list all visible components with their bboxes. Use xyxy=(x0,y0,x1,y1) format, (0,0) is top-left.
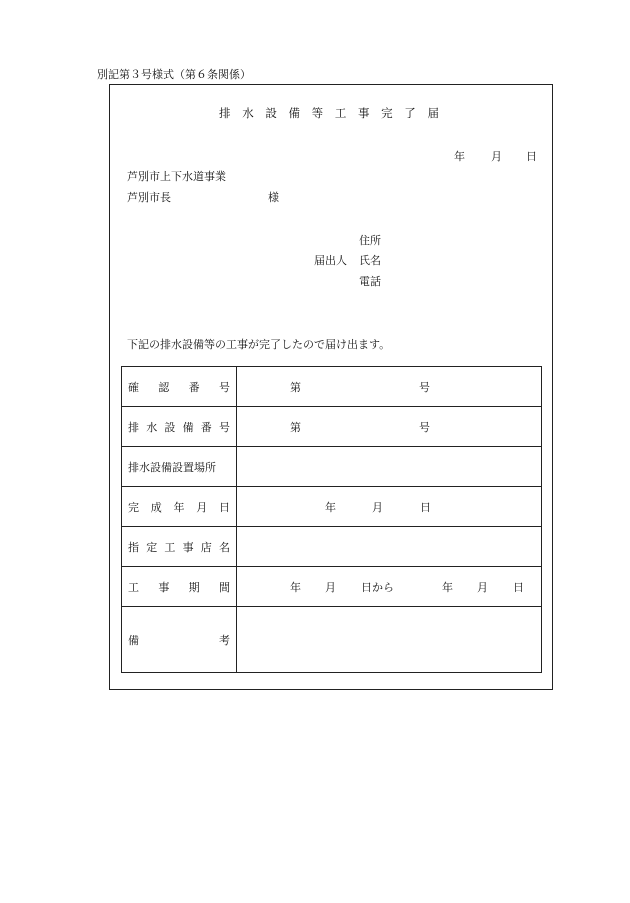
completion-month-label: 月 xyxy=(372,500,383,514)
table-row xyxy=(122,447,542,487)
period-from-day: 日から xyxy=(361,580,394,594)
applicant-name-label: 氏名 xyxy=(359,254,381,267)
table-row xyxy=(122,367,542,407)
table-row xyxy=(122,487,542,527)
period-from-year: 年 xyxy=(290,580,301,594)
location-value[interactable] xyxy=(237,447,542,487)
details-table xyxy=(121,366,542,673)
date-day-label: 日 xyxy=(526,150,537,163)
facility-no-label: 排 水 設 備 番 号 xyxy=(122,407,237,447)
applicant-label: 届出人 xyxy=(314,254,347,267)
contractor-label: 指 定 工 事 店 名 xyxy=(122,527,237,567)
period-to-day: 日 xyxy=(513,580,524,594)
facility-no-prefix: 第 xyxy=(290,420,301,434)
form-frame xyxy=(109,84,553,690)
completion-day-label: 日 xyxy=(420,500,431,514)
recipient-honorific: 様 xyxy=(268,191,279,204)
facility-no-value[interactable] xyxy=(237,407,542,447)
recipient-org: 芦別市上下水道事業 xyxy=(127,170,226,183)
table-row xyxy=(122,527,542,567)
confirmation-no-suffix: 号 xyxy=(419,380,430,394)
form-number: 別記第３号様式（第６条関係） xyxy=(97,68,251,81)
period-from-month: 月 xyxy=(325,580,336,594)
period-label: 工 事 期 間 xyxy=(122,567,237,607)
applicant-address-label: 住所 xyxy=(359,234,381,247)
contractor-value[interactable] xyxy=(237,527,542,567)
date-month-label: 月 xyxy=(491,150,502,163)
completion-date-label: 完 成 年 月 日 xyxy=(122,487,237,527)
table-row xyxy=(122,567,542,607)
period-to-month: 月 xyxy=(477,580,488,594)
form-title: 排 水 設 備 等 工 事 完 了 届 xyxy=(219,106,443,120)
confirmation-no-label: 確 認 番 号 xyxy=(122,367,237,407)
table-row xyxy=(122,407,542,447)
notice-text: 下記の排水設備等の工事が完了したので届け出ます。 xyxy=(127,338,391,351)
completion-date-value[interactable] xyxy=(237,487,542,527)
facility-no-suffix: 号 xyxy=(419,420,430,434)
confirmation-no-prefix: 第 xyxy=(290,380,301,394)
table-row xyxy=(122,607,542,673)
period-value[interactable] xyxy=(237,567,542,607)
remarks-label: 備 考 xyxy=(122,607,237,673)
date-year-label: 年 xyxy=(454,150,465,163)
confirmation-no-value[interactable] xyxy=(237,367,542,407)
applicant-phone-label: 電話 xyxy=(359,275,381,288)
completion-year-label: 年 xyxy=(325,500,336,514)
remarks-value[interactable] xyxy=(237,607,542,673)
location-label: 排水設備設置場所 xyxy=(122,447,237,487)
recipient-title: 芦別市長 xyxy=(127,191,171,204)
period-to-year: 年 xyxy=(442,580,453,594)
